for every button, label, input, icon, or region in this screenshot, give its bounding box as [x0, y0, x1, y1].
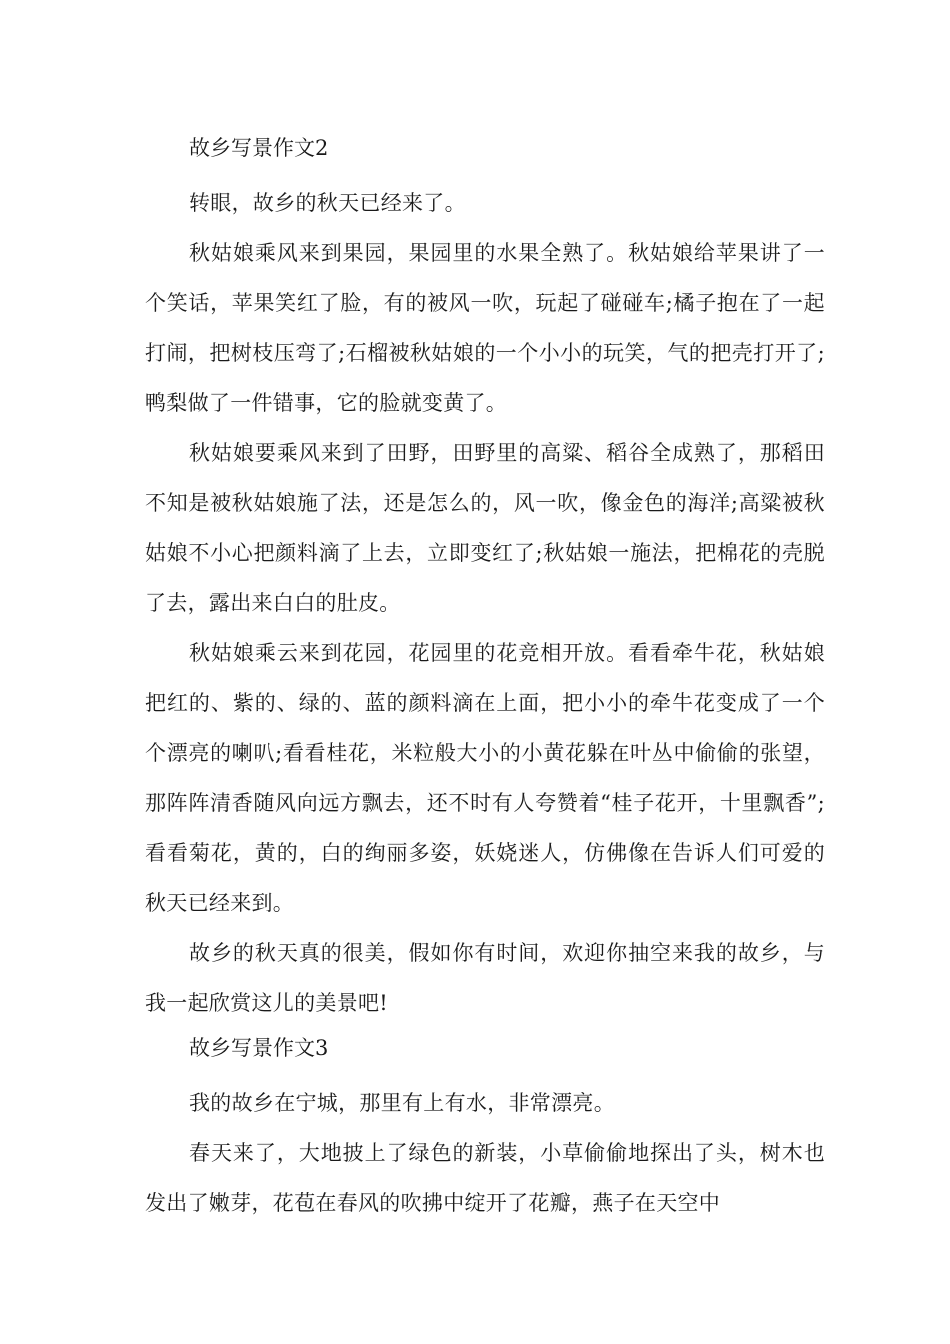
document-body [145, 128, 825, 1228]
section-heading: 故乡写景作文2 [189, 136, 329, 160]
section-heading: 故乡写景作文3 [189, 1036, 329, 1060]
paragraph: 我的故乡在宁城，那里有上有水，非常漂亮。 [189, 1091, 615, 1115]
paragraph: 转眼，故乡的秋天已经来了。 [189, 191, 466, 215]
paragraph: 秋姑娘乘云来到花园，花园里的花竞相开放。看看牵牛花，秋姑娘把红的、紫的、绿的、蓝的颜料滴在上面，把小小的牵牛花变成了一个个漂亮的喇叭;看看桂花，米粒般大小的小黄花躲在叶丛中偷偷的张望，那阵阵清香随风向远方飘去，还不时有人夸赞着“桂子花开，十里飘香”;看看菊花，黄的，白的绚丽多姿，妖娆迷人，仿佛像在告诉人们可爱的秋天已经来到。 [145, 641, 825, 915]
paragraph: 故乡的秋天真的很美，假如你有时间，欢迎你抽空来我的故乡，与我一起欣赏这儿的美景吧! [145, 941, 825, 1015]
paragraph: 秋姑娘要乘风来到了田野，田野里的高粱、稻谷全成熟了，那稻田不知是被秋姑娘施了法，还是怎么的，风一吹，像金色的海洋;高粱被秋姑娘不小心把颜料滴了上去，立即变红了;秋姑娘一施法，把棉花的壳脱了去，露出来白白的肚皮。 [145, 441, 825, 615]
paragraph: 秋姑娘乘风来到果园，果园里的水果全熟了。秋姑娘给苹果讲了一个笑话，苹果笑红了脸，有的被风一吹，玩起了碰碰车;橘子抱在了一起打闹，把树枝压弯了;石榴被秋姑娘的一个小小的玩笑，气的把壳打开了;鸭梨做了一件错事，它的脸就变黄了。 [145, 241, 825, 415]
paragraph: 春天来了，大地披上了绿色的新装，小草偷偷地探出了头，树木也发出了嫩芽，花苞在春风的吹拂中绽开了花瓣，燕子在天空中 [145, 1141, 825, 1215]
